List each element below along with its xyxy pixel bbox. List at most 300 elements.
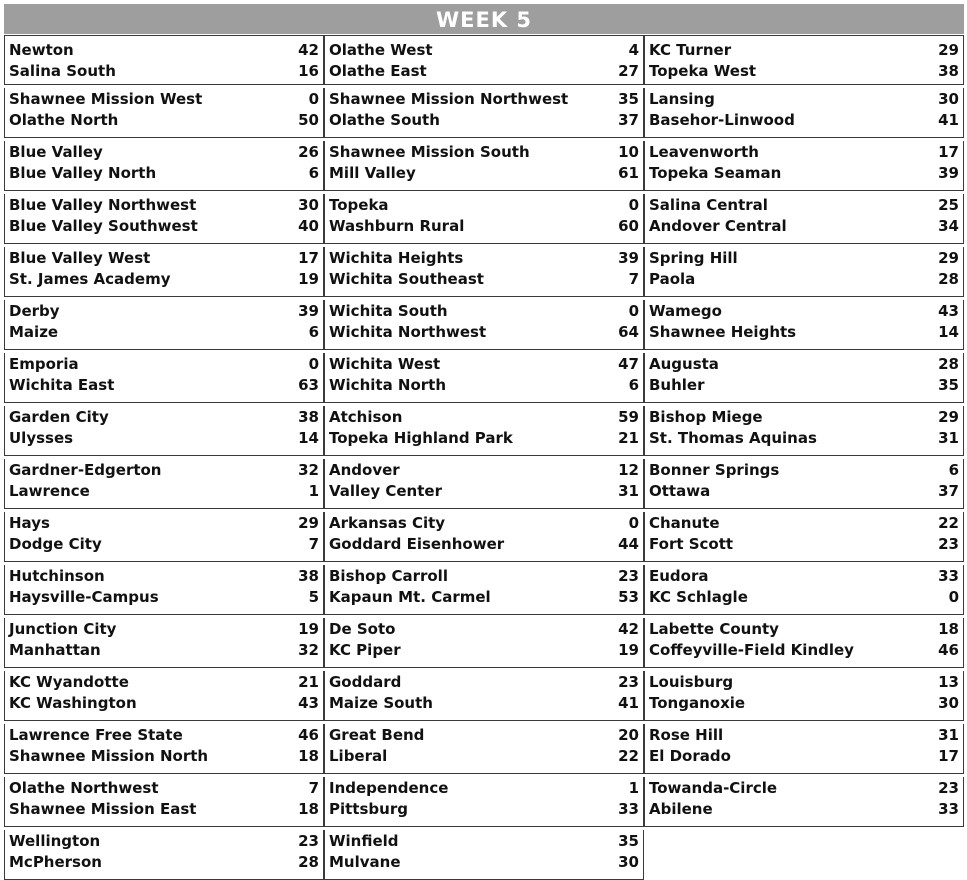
team-line [325,215,643,236]
team-name: KC Wyandotte [9,672,129,691]
team-name: Olathe East [329,61,427,80]
game-cell [644,459,964,509]
team-score: 18 [938,619,959,638]
game-cell [644,194,964,244]
team-name: Liberal [329,746,388,765]
team-line [325,777,643,798]
team-line [645,459,963,480]
team-score: 23 [938,534,959,553]
team-line [645,565,963,586]
team-line [325,565,643,586]
team-score: 38 [298,566,319,585]
team-name: Blue Valley North [9,163,157,182]
team-line [325,321,643,342]
team-line [645,692,963,713]
team-line [325,60,643,81]
week-title: WEEK 5 [4,4,964,34]
game-cell [4,194,324,244]
team-name: Kapaun Mt. Carmel [329,587,491,606]
team-line [645,247,963,268]
team-line [5,798,323,819]
team-name: Blue Valley West [9,248,151,267]
game-cell [4,35,324,85]
team-name: Wellington [9,831,101,850]
team-line [325,109,643,130]
game-cell [644,353,964,403]
team-name: Bonner Springs [649,460,780,479]
team-score: 38 [298,407,319,426]
scores-column-2 [324,35,644,880]
game-cell [324,618,644,668]
team-score: 13 [938,672,959,691]
game-cell [4,406,324,456]
team-score: 64 [618,322,639,341]
team-line [325,724,643,745]
team-score: 63 [298,375,319,394]
team-name: Eudora [649,566,709,585]
team-score: 39 [298,301,319,320]
team-line [325,618,643,639]
team-score: 44 [618,534,639,553]
team-score: 6 [308,322,319,341]
team-name: Blue Valley [9,142,103,161]
team-line [645,639,963,660]
team-score: 19 [298,269,319,288]
team-line [645,671,963,692]
team-name: KC Schlagle [649,587,748,606]
team-name: Andover Central [649,216,787,235]
team-name: Bishop Carroll [329,566,448,585]
team-name: KC Piper [329,640,401,659]
team-line [645,194,963,215]
team-line [5,88,323,109]
team-score: 35 [938,375,959,394]
team-name: Valley Center [329,481,442,500]
team-score: 7 [308,778,319,797]
game-cell [644,88,964,138]
team-line [645,39,963,60]
team-line [645,60,963,81]
team-line [645,215,963,236]
team-score: 14 [298,428,319,447]
team-line [325,374,643,395]
team-name: Great Bend [329,725,425,744]
game-cell [4,671,324,721]
team-line [325,533,643,554]
team-line [325,798,643,819]
game-cell [4,724,324,774]
team-score: 35 [618,831,639,850]
game-cell [4,777,324,827]
team-score: 4 [628,40,639,59]
team-score: 59 [618,407,639,426]
team-line [5,692,323,713]
team-line [5,427,323,448]
team-score: 37 [938,481,959,500]
team-score: 19 [298,619,319,638]
team-line [5,162,323,183]
team-score: 6 [628,375,639,394]
team-score: 29 [938,40,959,59]
team-line [5,194,323,215]
team-line [645,724,963,745]
team-line [5,268,323,289]
team-line [325,512,643,533]
team-name: Mill Valley [329,163,416,182]
game-cell [4,565,324,615]
team-name: Wichita Heights [329,248,464,267]
team-score: 30 [298,195,319,214]
team-score: 1 [628,778,639,797]
team-line [645,374,963,395]
team-score: 30 [938,693,959,712]
team-score: 21 [298,672,319,691]
team-name: Pittsburg [329,799,408,818]
team-score: 0 [628,195,639,214]
game-cell [644,300,964,350]
team-name: Mulvane [329,852,401,871]
team-name: Towanda-Circle [649,778,778,797]
team-name: Basehor-Linwood [649,110,795,129]
team-name: St. James Academy [9,269,171,288]
team-line [645,268,963,289]
team-score: 61 [618,163,639,182]
team-line [325,39,643,60]
team-score: 25 [938,195,959,214]
game-cell [4,618,324,668]
team-line [325,830,643,851]
team-name: Lawrence Free State [9,725,183,744]
team-name: Hutchinson [9,566,105,585]
team-score: 28 [298,852,319,871]
team-score: 31 [618,481,639,500]
team-score: 31 [938,428,959,447]
team-score: 42 [298,40,319,59]
team-name: Blue Valley Northwest [9,195,197,214]
game-cell [324,671,644,721]
team-line [645,512,963,533]
team-score: 34 [938,216,959,235]
team-line [5,39,323,60]
team-name: Newton [9,40,74,59]
team-name: Salina South [9,61,116,80]
game-cell [644,247,964,297]
team-name: Wichita East [9,375,115,394]
team-score: 17 [938,142,959,161]
team-score: 42 [618,619,639,638]
team-line [645,109,963,130]
team-name: Lawrence [9,481,90,500]
team-line [645,480,963,501]
team-line [5,565,323,586]
scores-column-3 [644,35,964,827]
team-name: Andover [329,460,400,479]
team-line [5,141,323,162]
team-name: Ottawa [649,481,711,500]
game-cell [644,724,964,774]
game-cell [324,777,644,827]
team-line [325,406,643,427]
team-name: Chanute [649,513,720,532]
team-score: 46 [298,725,319,744]
team-line [5,830,323,851]
team-line [645,533,963,554]
team-name: Derby [9,301,60,320]
team-line [645,162,963,183]
team-name: Salina Central [649,195,768,214]
game-cell [324,512,644,562]
team-name: Dodge City [9,534,102,553]
team-score: 41 [618,693,639,712]
team-score: 32 [298,460,319,479]
team-name: Atchison [329,407,403,426]
team-name: Gardner-Edgerton [9,460,162,479]
team-score: 39 [618,248,639,267]
team-line [5,512,323,533]
team-name: Wichita West [329,354,441,373]
team-line [645,88,963,109]
team-score: 12 [618,460,639,479]
team-score: 33 [938,799,959,818]
team-score: 41 [938,110,959,129]
team-name: Olathe Northwest [9,778,159,797]
team-line [5,247,323,268]
team-score: 38 [938,61,959,80]
team-line [5,586,323,607]
team-score: 0 [308,89,319,108]
team-line [5,639,323,660]
team-name: Garden City [9,407,109,426]
team-line [5,215,323,236]
team-name: Shawnee Mission North [9,746,209,765]
team-line [5,374,323,395]
team-line [325,586,643,607]
team-line [325,268,643,289]
game-cell [4,512,324,562]
team-score: 0 [948,587,959,606]
team-line [325,851,643,872]
team-name: Shawnee Heights [649,322,797,341]
team-score: 20 [618,725,639,744]
team-line [645,618,963,639]
team-line [5,109,323,130]
team-name: Blue Valley Southwest [9,216,198,235]
team-score: 21 [618,428,639,447]
team-score: 47 [618,354,639,373]
team-line [5,353,323,374]
team-name: Topeka [329,195,389,214]
team-name: Shawnee Mission Northwest [329,89,569,108]
team-line [325,692,643,713]
team-name: Topeka West [649,61,757,80]
team-score: 0 [308,354,319,373]
team-score: 23 [938,778,959,797]
team-line [645,586,963,607]
game-cell [324,459,644,509]
team-line [5,777,323,798]
team-score: 26 [298,142,319,161]
team-score: 43 [298,693,319,712]
team-name: Fort Scott [649,534,734,553]
game-cell [4,300,324,350]
team-score: 7 [308,534,319,553]
team-name: Shawnee Mission South [329,142,530,161]
team-score: 17 [938,746,959,765]
team-score: 37 [618,110,639,129]
team-line [5,300,323,321]
team-line [645,353,963,374]
team-name: Olathe North [9,110,119,129]
team-name: Buhler [649,375,705,394]
team-score: 33 [938,566,959,585]
game-cell [644,671,964,721]
team-score: 29 [938,407,959,426]
team-score: 28 [938,354,959,373]
team-line [325,745,643,766]
game-cell [4,88,324,138]
team-score: 22 [938,513,959,532]
team-line [645,406,963,427]
team-name: St. Thomas Aquinas [649,428,817,447]
team-line [325,639,643,660]
team-line [5,724,323,745]
team-score: 1 [308,481,319,500]
game-cell [324,247,644,297]
team-line [645,427,963,448]
team-score: 30 [618,852,639,871]
game-cell [324,724,644,774]
game-cell [644,141,964,191]
team-score: 28 [938,269,959,288]
team-name: Tonganoxie [649,693,746,712]
team-name: El Dorado [649,746,731,765]
team-line [5,745,323,766]
game-cell [324,141,644,191]
team-score: 7 [628,269,639,288]
team-score: 23 [618,566,639,585]
team-name: Coffeyville-Field Kindley [649,640,854,659]
team-name: Topeka Seaman [649,163,782,182]
game-cell [324,406,644,456]
team-name: Arkansas City [329,513,446,532]
team-score: 29 [298,513,319,532]
team-name: Spring Hill [649,248,738,267]
team-score: 60 [618,216,639,235]
team-score: 30 [938,89,959,108]
team-name: Leavenworth [649,142,759,161]
team-name: Emporia [9,354,79,373]
team-line [5,480,323,501]
team-name: Olathe West [329,40,433,59]
team-name: Lansing [649,89,715,108]
team-line [325,247,643,268]
team-score: 31 [938,725,959,744]
team-score: 53 [618,587,639,606]
game-cell [4,353,324,403]
team-score: 39 [938,163,959,182]
team-line [5,459,323,480]
team-name: Louisburg [649,672,734,691]
team-score: 10 [618,142,639,161]
team-name: Ulysses [9,428,74,447]
team-name: Wichita Northwest [329,322,487,341]
game-cell [644,777,964,827]
team-name: Winfield [329,831,399,850]
game-cell [644,406,964,456]
game-cell [324,300,644,350]
team-score: 16 [298,61,319,80]
team-name: Haysville-Campus [9,587,159,606]
team-name: KC Washington [9,693,137,712]
team-score: 19 [618,640,639,659]
team-name: Junction City [9,619,117,638]
team-line [325,162,643,183]
team-name: Wichita South [329,301,448,320]
team-score: 46 [938,640,959,659]
team-line [5,533,323,554]
team-line [645,300,963,321]
team-line [645,321,963,342]
team-name: Augusta [649,354,719,373]
team-score: 17 [298,248,319,267]
team-line [645,745,963,766]
team-name: McPherson [9,852,102,871]
team-name: Olathe South [329,110,440,129]
game-cell [324,565,644,615]
team-name: Hays [9,513,50,532]
game-cell [644,565,964,615]
team-name: Maize [9,322,59,341]
team-score: 6 [948,460,959,479]
game-cell [324,88,644,138]
team-score: 6 [308,163,319,182]
team-name: Labette County [649,619,779,638]
team-line [5,406,323,427]
team-score: 29 [938,248,959,267]
team-name: Goddard [329,672,402,691]
team-score: 0 [628,301,639,320]
game-cell [644,35,964,85]
team-score: 5 [308,587,319,606]
team-score: 23 [298,831,319,850]
team-line [5,618,323,639]
team-score: 43 [938,301,959,320]
scores-column-1 [4,35,324,880]
team-line [325,300,643,321]
game-cell [644,618,964,668]
team-name: Shawnee Mission West [9,89,203,108]
team-line [5,671,323,692]
team-name: Wichita North [329,375,447,394]
team-score: 22 [618,746,639,765]
team-line [325,353,643,374]
team-name: Wamego [649,301,722,320]
team-line [325,459,643,480]
team-line [645,777,963,798]
team-line [325,427,643,448]
team-line [5,321,323,342]
team-line [5,851,323,872]
team-score: 50 [298,110,319,129]
game-cell [4,141,324,191]
team-score: 35 [618,89,639,108]
team-name: Rose Hill [649,725,724,744]
team-name: Washburn Rural [329,216,465,235]
game-cell [4,459,324,509]
team-name: Topeka Highland Park [329,428,513,447]
team-line [5,60,323,81]
game-cell [324,35,644,85]
